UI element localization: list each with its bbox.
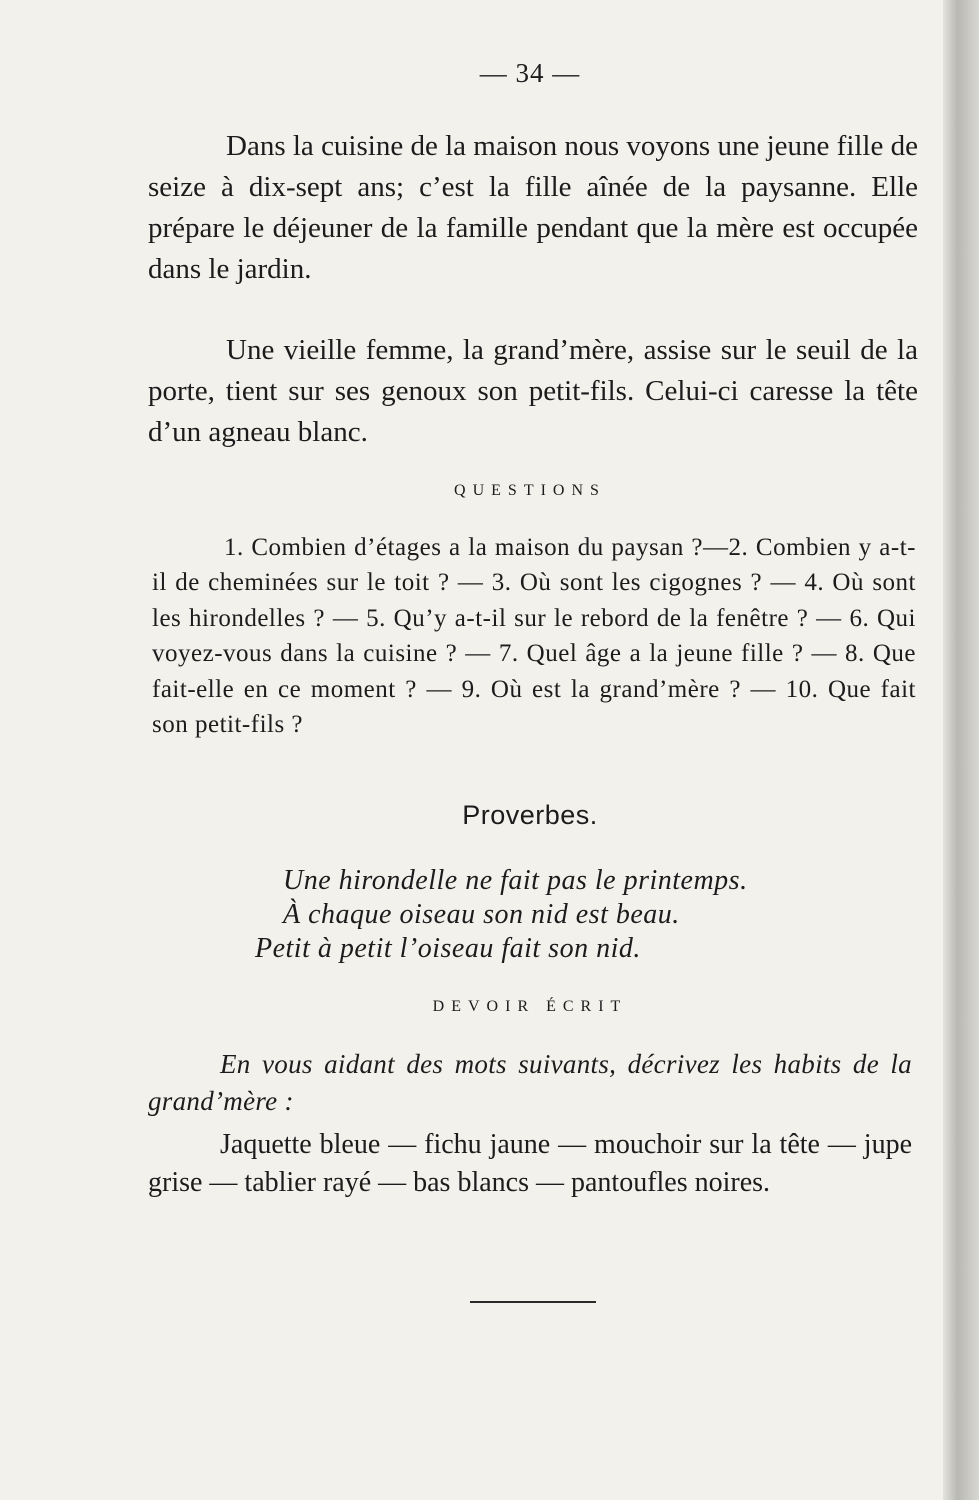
page-number: — 34 — [479,58,581,88]
questions-text: 1. Combien d’étages a la maison du paysan ?—2. Combien y a-t-il de cheminées sur le toit ? — 3. Où sont les cigognes ? — 4. Où sont les hirondelles ? — 5. Qu’y a-t-il sur le rebord de la fenêtre ? — 6. Qui voyez-vous dans la cuisine ? — 7. Quel âge a la jeune fille ? — 8. Que fait-elle en ce moment ? — 9. Où est la grand’mère ? — 10. Que fait son petit-fils ? [152,534,916,739]
book-gutter-shadow [943,0,979,1500]
devoir-word-list: Jaquette bleue — fichu jaune — mouchoir sur la tête — jupe grise — tablier rayé — bas blancs — pantoufles noires. [148,1129,912,1198]
reading-paragraph-2: Une vieille femme, la grand’mère, assise sur le seuil de la porte, tient sur ses genoux son petit-fils. Celui-ci caresse la tête d’un agneau blanc. [148,334,918,448]
devoir-heading: DEVOIR ÉCRIT [432,998,628,1015]
end-rule-divider [470,1301,596,1303]
proverb-line: Petit à petit l’oiseau fait son nid. [255,933,641,964]
devoir-instruction: En vous aidant des mots suivants, décrivez les habits de la grand’mère : [148,1049,912,1116]
proverb-line: Une hirondelle ne fait pas le printemps. [283,865,748,896]
reading-paragraph-1: Dans la cuisine de la maison nous voyons une jeune fille de seize à dix-sept ans; c’est la fille aînée de la paysanne. Elle prépare le déjeuner de la famille pendant que la mère est occupée dans le jardin. [148,130,918,285]
proverbs-title: Proverbes. [462,800,598,830]
proverb-line: À chaque oiseau son nid est beau. [283,899,680,930]
questions-heading: QUESTIONS [454,482,606,499]
